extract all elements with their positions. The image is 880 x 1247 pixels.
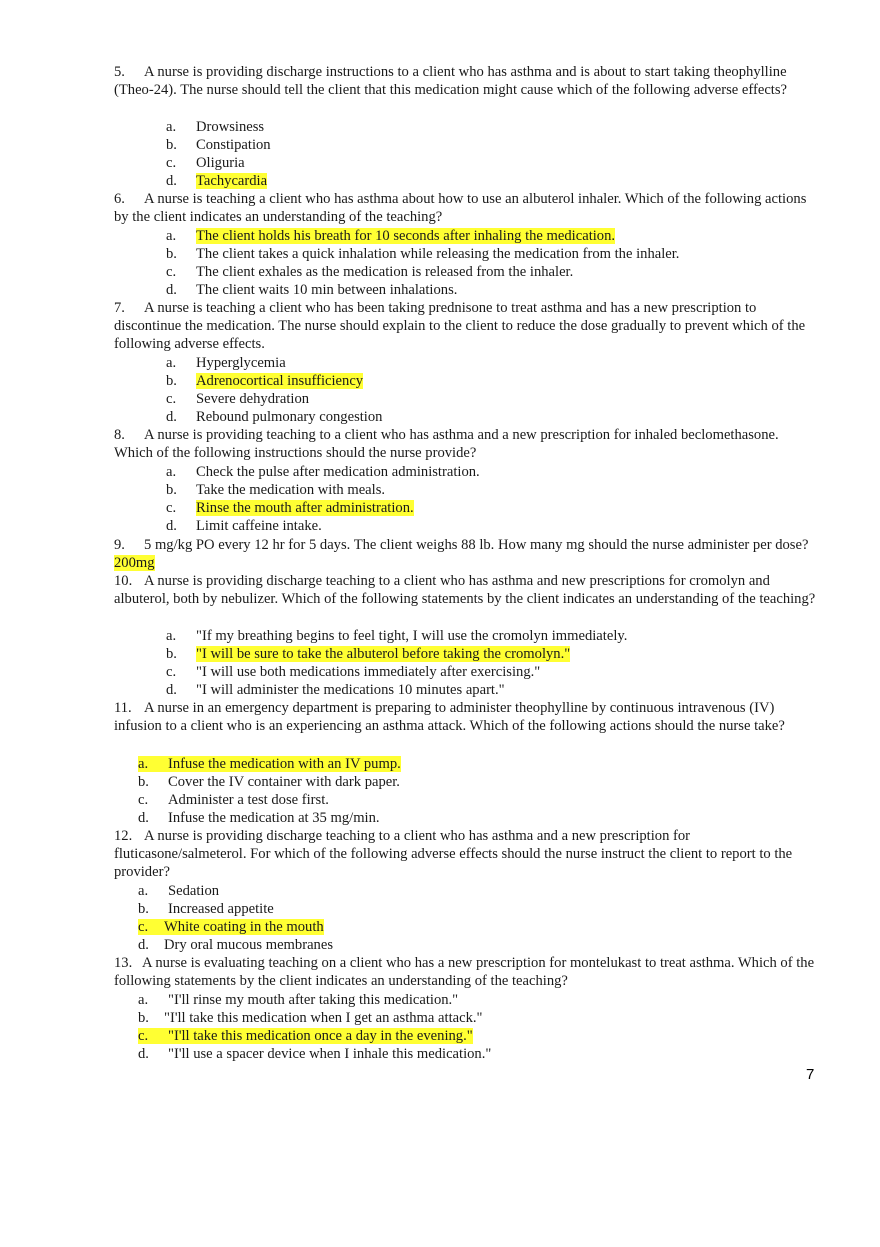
option-13d bbox=[138, 1045, 491, 1063]
option-11b bbox=[138, 773, 400, 791]
option-11d bbox=[138, 809, 380, 827]
option-text: Drowsiness bbox=[196, 119, 265, 135]
question-text: A nurse is evaluating teaching on a client who has a new prescription for montelukast to treat asthma. Which of the following statements by the client indicates an understanding of the teaching? bbox=[114, 955, 815, 990]
option-text: "I'll use a spacer device when I inhale this medication." bbox=[168, 1046, 492, 1062]
option-8a bbox=[166, 463, 480, 481]
option-8d bbox=[166, 517, 322, 535]
option-12b bbox=[138, 900, 274, 918]
question-number: 6. bbox=[114, 191, 125, 207]
option-letter: b. bbox=[166, 482, 177, 498]
option-letter: c. bbox=[138, 919, 149, 935]
option-13a bbox=[138, 991, 458, 1009]
option-11c bbox=[138, 791, 329, 809]
question-8 bbox=[114, 426, 820, 462]
highlighted-answer: White coating in the mouth bbox=[164, 919, 324, 935]
option-8c bbox=[166, 499, 414, 517]
option-5c bbox=[166, 154, 245, 172]
question-10 bbox=[114, 572, 820, 608]
question-7 bbox=[114, 299, 820, 354]
option-13c bbox=[138, 1027, 473, 1045]
highlighted-answer: Tachycardia bbox=[196, 173, 268, 189]
option-letter: a. bbox=[138, 992, 149, 1008]
option-6a bbox=[166, 227, 615, 245]
option-12a bbox=[138, 882, 219, 900]
option-6b bbox=[166, 245, 679, 263]
option-letter: c. bbox=[166, 155, 177, 171]
highlighted-answer: "I'll take this medication once a day in the evening." bbox=[168, 1028, 473, 1044]
option-text: Infuse the medication at 35 mg/min. bbox=[168, 810, 380, 826]
option-text: Oliguria bbox=[196, 155, 245, 171]
question-text: A nurse is providing discharge teaching to a client who has asthma and new prescriptions for cromolyn and albuterol, both by nebulizer. Which of the following statements by the client indicates an understanding of the teaching? bbox=[114, 573, 816, 608]
option-letter: c. bbox=[166, 664, 177, 680]
option-letter: c. bbox=[138, 792, 149, 808]
question-5 bbox=[114, 63, 820, 99]
option-8b bbox=[166, 481, 385, 499]
option-text: The client waits 10 min between inhalations. bbox=[196, 282, 458, 298]
option-5d bbox=[166, 172, 267, 190]
option-letter: a. bbox=[166, 228, 177, 244]
option-text: Administer a test dose first. bbox=[168, 792, 329, 808]
option-letter: a. bbox=[166, 355, 177, 371]
question-text: A nurse is teaching a client who has been taking prednisone to treat asthma and has a new prescription to discontinue the medication. The nurse should explain to the client to reduce the dose gradually to prevent which of the following adverse effects. bbox=[114, 300, 806, 353]
highlighted-answer: 200mg bbox=[114, 555, 155, 572]
question-number: 7. bbox=[114, 300, 125, 316]
highlighted-answer: The client holds his breath for 10 seconds after inhaling the medication. bbox=[196, 228, 616, 244]
option-text: Sedation bbox=[168, 883, 220, 899]
option-letter: d. bbox=[138, 1046, 149, 1062]
option-letter: a. bbox=[138, 756, 149, 772]
option-letter: b. bbox=[138, 774, 149, 790]
question-text: 5 mg/kg PO every 12 hr for 5 days. The client weighs 88 lb. How many mg should the nurse administer per dose? bbox=[144, 537, 809, 553]
option-letter: d. bbox=[138, 937, 149, 953]
option-letter: b. bbox=[166, 246, 177, 262]
option-13b bbox=[138, 1009, 482, 1027]
option-6c bbox=[166, 263, 573, 281]
option-text: Rebound pulmonary congestion bbox=[196, 409, 383, 425]
option-text: Take the medication with meals. bbox=[196, 482, 386, 498]
highlighted-answer: "I will be sure to take the albuterol before taking the cromolyn." bbox=[196, 646, 571, 662]
option-6d bbox=[166, 281, 457, 299]
option-text: Severe dehydration bbox=[196, 391, 310, 407]
page-number: 7 bbox=[806, 1066, 815, 1083]
option-text: The client exhales as the medication is released from the inhaler. bbox=[196, 264, 574, 280]
highlighted-answer: Infuse the medication with an IV pump. bbox=[168, 756, 401, 772]
option-letter: b. bbox=[166, 646, 177, 662]
option-10d bbox=[166, 681, 505, 699]
option-letter: b. bbox=[138, 1010, 149, 1026]
question-number: 8. bbox=[114, 427, 125, 443]
option-text: "I will administer the medications 10 minutes apart." bbox=[196, 682, 505, 698]
question-text: A nurse is providing discharge teaching to a client who has asthma and a new prescription for fluticasone/salmeterol. For which of the following adverse effects should the nurse instruct the client to report to the provider? bbox=[114, 828, 793, 881]
option-7d bbox=[166, 408, 382, 426]
option-text: Cover the IV container with dark paper. bbox=[168, 774, 400, 790]
option-7a bbox=[166, 354, 286, 372]
option-letter: c. bbox=[166, 500, 177, 516]
option-text: Increased appetite bbox=[168, 901, 274, 917]
option-12d bbox=[138, 936, 333, 954]
highlighted-answer: Adrenocortical insufficiency bbox=[196, 373, 364, 389]
option-7c bbox=[166, 390, 309, 408]
option-text: Constipation bbox=[196, 137, 271, 153]
option-text: Limit caffeine intake. bbox=[196, 518, 322, 534]
option-text: Dry oral mucous membranes bbox=[164, 937, 333, 953]
option-letter: d. bbox=[166, 682, 177, 698]
option-text: "If my breathing begins to feel tight, I will use the cromolyn immediately. bbox=[196, 628, 628, 644]
question-text: A nurse is providing discharge instructions to a client who has asthma and is about to start taking theophylline (Theo-24). The nurse should tell the client that this medication might cause which of the following adverse effects? bbox=[114, 64, 788, 99]
question-number: 11. bbox=[114, 700, 132, 716]
option-letter: c. bbox=[166, 391, 177, 407]
option-letter: a. bbox=[166, 464, 177, 480]
option-letter: d. bbox=[166, 282, 177, 298]
question-text: A nurse in an emergency department is preparing to administer theophylline by continuous intravenous (IV) infusion to a client who is an experiencing an asthma attack. Which of the following actions should the nurse take? bbox=[114, 700, 785, 735]
question-text: A nurse is teaching a client who has asthma about how to use an albuterol inhaler. Which of the following actions by the client indicates an understanding of the teaching? bbox=[114, 191, 807, 226]
question-number: 10. bbox=[114, 573, 133, 589]
option-text: "I will use both medications immediately after exercising." bbox=[196, 664, 541, 680]
option-10c bbox=[166, 663, 540, 681]
option-letter: a. bbox=[138, 883, 149, 899]
option-text: The client takes a quick inhalation while releasing the medication from the inhaler. bbox=[196, 246, 680, 262]
option-letter: a. bbox=[166, 628, 177, 644]
option-5a bbox=[166, 118, 264, 136]
question-13 bbox=[114, 954, 820, 990]
option-letter: d. bbox=[166, 518, 177, 534]
question-12 bbox=[114, 827, 820, 882]
option-letter: b. bbox=[166, 373, 177, 389]
option-letter: b. bbox=[138, 901, 149, 917]
option-letter: c. bbox=[138, 1028, 149, 1044]
option-10b bbox=[166, 645, 570, 663]
option-10a bbox=[166, 627, 627, 645]
option-7b bbox=[166, 372, 363, 390]
option-5b bbox=[166, 136, 271, 154]
option-letter: d. bbox=[166, 409, 177, 425]
option-text: "I'll take this medication when I get an asthma attack." bbox=[164, 1010, 483, 1026]
question-text: A nurse is providing teaching to a client who has asthma and a new prescription for inhaled beclomethasone. Which of the following instructions should the nurse provide? bbox=[114, 427, 779, 462]
question-number: 13. bbox=[114, 955, 133, 971]
question-11 bbox=[114, 699, 820, 735]
question-number: 12. bbox=[114, 828, 133, 844]
option-12c bbox=[138, 918, 324, 936]
question-number: 9. bbox=[114, 537, 125, 553]
option-text: Check the pulse after medication administration. bbox=[196, 464, 480, 480]
option-11a bbox=[138, 755, 401, 773]
option-letter: d. bbox=[138, 810, 149, 826]
option-text: Hyperglycemia bbox=[196, 355, 286, 371]
option-letter: c. bbox=[166, 264, 177, 280]
option-text: "I'll rinse my mouth after taking this medication." bbox=[168, 992, 459, 1008]
option-letter: a. bbox=[166, 119, 177, 135]
question-number: 5. bbox=[114, 64, 125, 80]
question-6 bbox=[114, 190, 820, 226]
option-letter: b. bbox=[166, 137, 177, 153]
highlighted-answer: Rinse the mouth after administration. bbox=[196, 500, 414, 516]
option-letter: d. bbox=[166, 173, 177, 189]
question-9 bbox=[114, 536, 820, 572]
